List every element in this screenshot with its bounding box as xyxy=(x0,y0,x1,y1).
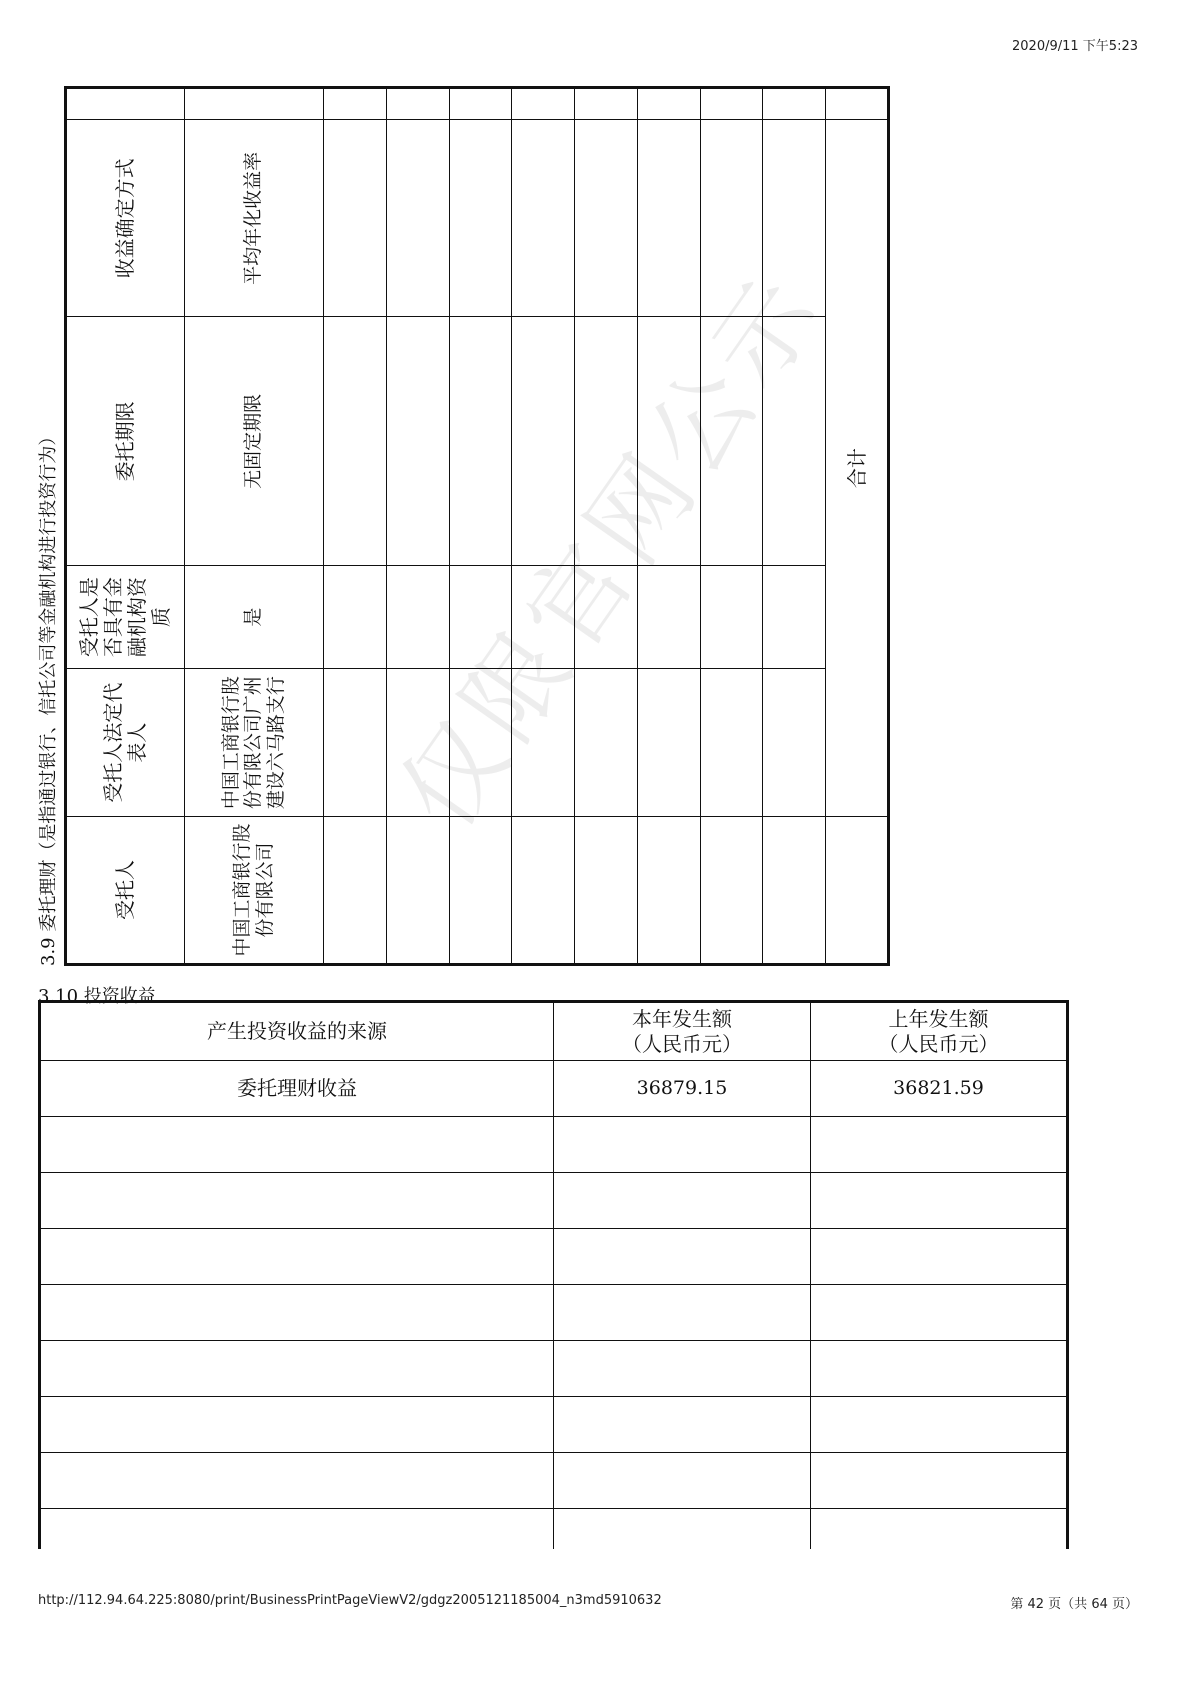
empty-cell xyxy=(449,317,512,566)
empty-cell xyxy=(324,566,387,669)
empty-cell xyxy=(324,817,387,965)
investment-income-table xyxy=(38,1000,1069,1549)
empty-cell xyxy=(554,1173,811,1229)
header-trustee: 受托人 xyxy=(66,817,185,965)
empty-cell xyxy=(811,1117,1068,1173)
empty-cell xyxy=(637,566,700,669)
header-term: 委托期限 xyxy=(66,317,185,566)
page-url: http://112.94.64.225:8080/print/BusinessPrintPageViewV2/gdgz2005121185004_n3md5910632 xyxy=(38,1593,662,1608)
empty-cell xyxy=(386,669,449,817)
empty-cell xyxy=(763,120,826,317)
section-3-9-title: 3.9 委托理财（是指通过银行、信托公司等金融机构进行投资行为） xyxy=(38,427,59,966)
empty-cell xyxy=(386,317,449,566)
empty-cell xyxy=(700,317,763,566)
empty-cell xyxy=(811,1453,1068,1509)
total-label: 合计 xyxy=(826,120,889,817)
empty-cell xyxy=(324,317,387,566)
empty-cell xyxy=(512,120,575,317)
empty-cell xyxy=(575,669,638,817)
print-timestamp: 2020/9/11 下午5:23 xyxy=(1012,39,1138,54)
empty-cell xyxy=(811,1397,1068,1453)
empty-cell xyxy=(40,1453,554,1509)
empty-cell xyxy=(512,88,575,120)
empty-cell xyxy=(637,88,700,120)
empty-cell xyxy=(324,88,387,120)
empty-cell xyxy=(763,566,826,669)
empty-cell xyxy=(554,1509,811,1550)
empty-cell xyxy=(449,669,512,817)
empty-cell xyxy=(700,817,763,965)
empty-cell xyxy=(811,1341,1068,1397)
empty-cell xyxy=(811,1285,1068,1341)
empty-cell xyxy=(512,669,575,817)
empty-cell xyxy=(40,1509,554,1550)
total-row-blank xyxy=(826,88,889,120)
header-income-method: 收益确定方式 xyxy=(66,120,185,317)
empty-cell xyxy=(811,1509,1068,1550)
header-previous-year: 上年发生额 （人民币元） xyxy=(811,1002,1068,1061)
cell-trustee: 中国工商银行股份有限公司 xyxy=(184,817,323,965)
empty-cell xyxy=(637,669,700,817)
empty-cell xyxy=(324,120,387,317)
empty-cell xyxy=(512,317,575,566)
section-3-10-title: 3.10 投资收益 xyxy=(38,986,156,1007)
cell-term: 无固定期限 xyxy=(184,317,323,566)
page-number: 第 42 页（共 64 页） xyxy=(1010,1597,1138,1612)
empty-cell xyxy=(40,1397,554,1453)
empty-cell xyxy=(40,1341,554,1397)
empty-cell xyxy=(637,817,700,965)
empty-cell xyxy=(700,566,763,669)
empty-cell xyxy=(575,317,638,566)
empty-cell xyxy=(554,1285,811,1341)
empty-cell xyxy=(575,817,638,965)
header-blank xyxy=(66,88,185,120)
cell-current-year: 36879.15 xyxy=(554,1061,811,1117)
empty-cell xyxy=(811,1173,1068,1229)
header-legal-representative: 受托人法定代表人 xyxy=(66,669,185,817)
empty-cell xyxy=(554,1453,811,1509)
cell-blank xyxy=(184,88,323,120)
entrusted-finance-table xyxy=(64,86,890,966)
empty-cell xyxy=(763,817,826,965)
empty-cell xyxy=(449,566,512,669)
header-financial-qualification: 受托人是否具有金融机构资质 xyxy=(66,566,185,669)
cell-income-source: 委托理财收益 xyxy=(40,1061,554,1117)
empty-cell xyxy=(700,669,763,817)
empty-cell xyxy=(575,88,638,120)
empty-cell xyxy=(324,669,387,817)
cell-income-method: 平均年化收益率 xyxy=(184,120,323,317)
empty-cell xyxy=(40,1285,554,1341)
empty-cell xyxy=(637,120,700,317)
empty-cell xyxy=(575,566,638,669)
empty-cell xyxy=(700,120,763,317)
empty-cell xyxy=(763,669,826,817)
empty-cell xyxy=(40,1173,554,1229)
empty-cell xyxy=(700,88,763,120)
empty-cell xyxy=(449,120,512,317)
watermark: 仅限官网公示 xyxy=(378,251,846,850)
total-row-blank xyxy=(826,817,889,965)
empty-cell xyxy=(763,317,826,566)
cell-financial-qualification: 是 xyxy=(184,566,323,669)
header-income-source: 产生投资收益的来源 xyxy=(40,1002,554,1061)
empty-cell xyxy=(449,817,512,965)
empty-cell xyxy=(763,88,826,120)
empty-cell xyxy=(40,1229,554,1285)
empty-cell xyxy=(554,1397,811,1453)
empty-cell xyxy=(554,1117,811,1173)
empty-cell xyxy=(554,1229,811,1285)
empty-cell xyxy=(811,1229,1068,1285)
empty-cell xyxy=(637,317,700,566)
empty-cell xyxy=(575,120,638,317)
empty-cell xyxy=(40,1117,554,1173)
empty-cell xyxy=(386,817,449,965)
empty-cell xyxy=(512,566,575,669)
empty-cell xyxy=(449,88,512,120)
empty-cell xyxy=(386,88,449,120)
header-current-year: 本年发生额 （人民币元） xyxy=(554,1002,811,1061)
empty-cell xyxy=(386,120,449,317)
cell-legal-representative: 中国工商银行股份有限公司广州建设六马路支行 xyxy=(184,669,323,817)
empty-cell xyxy=(512,817,575,965)
empty-cell xyxy=(386,566,449,669)
cell-previous-year: 36821.59 xyxy=(811,1061,1068,1117)
section-3-9 xyxy=(30,86,890,966)
empty-cell xyxy=(554,1341,811,1397)
